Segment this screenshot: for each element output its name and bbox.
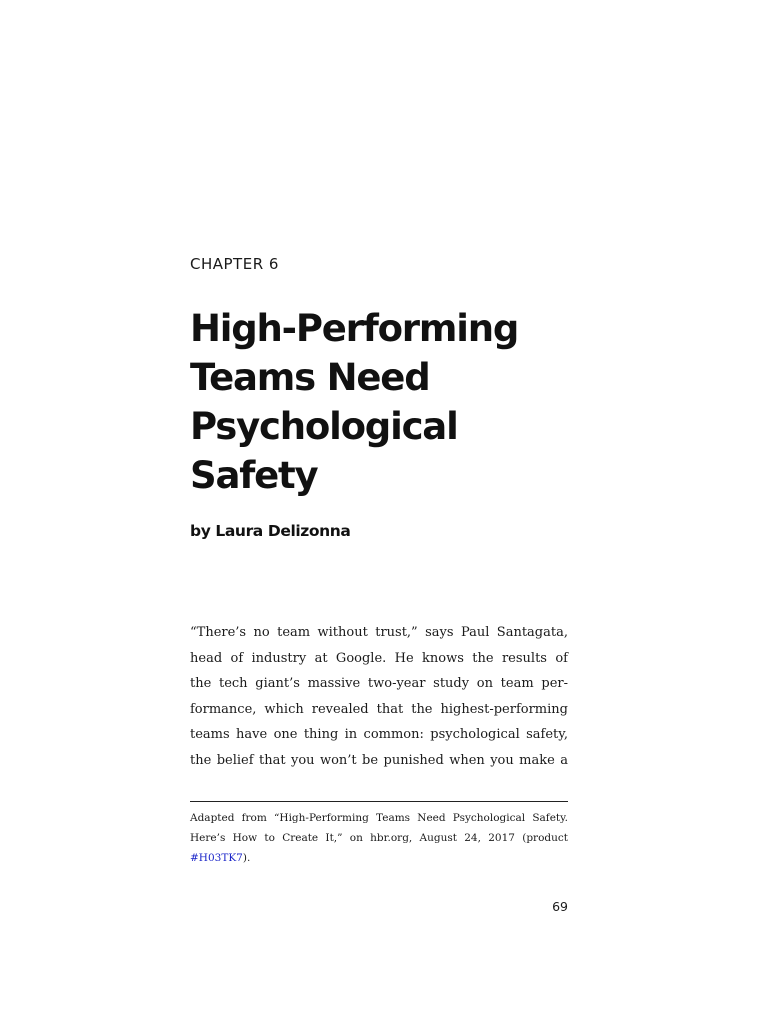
chapter-label: CHAPTER 6 <box>190 255 279 273</box>
body-line: “There’s no team without trust,” says Paul Santagata, <box>190 625 568 640</box>
footnote <box>190 808 568 868</box>
chapter-title-line: Safety <box>190 454 318 497</box>
body-line: the tech giant’s massive two-year study on team per- <box>190 676 568 691</box>
footnote-divider <box>190 801 568 802</box>
footnote-line: Here’s How to Create It,” on hbr.org, August 24, 2017 (product <box>190 832 568 844</box>
chapter-title-line: Teams Need <box>190 356 430 399</box>
body-line: teams have one thing in common: psychological safety, <box>190 727 568 742</box>
author-byline: by Laura Delizonna <box>190 522 351 540</box>
product-code-link[interactable]: #H03TK7 <box>190 852 243 864</box>
body-line: formance, which revealed that the highest-performing <box>190 701 568 717</box>
footnote-line: Adapted from “High-Performing Teams Need Psychological Safety. <box>190 812 568 824</box>
body-line: head of industry at Google. He knows the results of <box>190 650 568 666</box>
chapter-title <box>190 304 590 500</box>
body-line: the belief that you won’t be punished when you make a <box>190 752 568 768</box>
body-paragraph <box>190 620 568 773</box>
footnote-suffix: ). <box>242 852 251 864</box>
footnote-line <box>190 848 568 868</box>
chapter-title-line: High-Performing <box>190 307 519 350</box>
chapter-title-line: Psychological <box>190 405 458 448</box>
page-number: 69 <box>552 899 568 914</box>
